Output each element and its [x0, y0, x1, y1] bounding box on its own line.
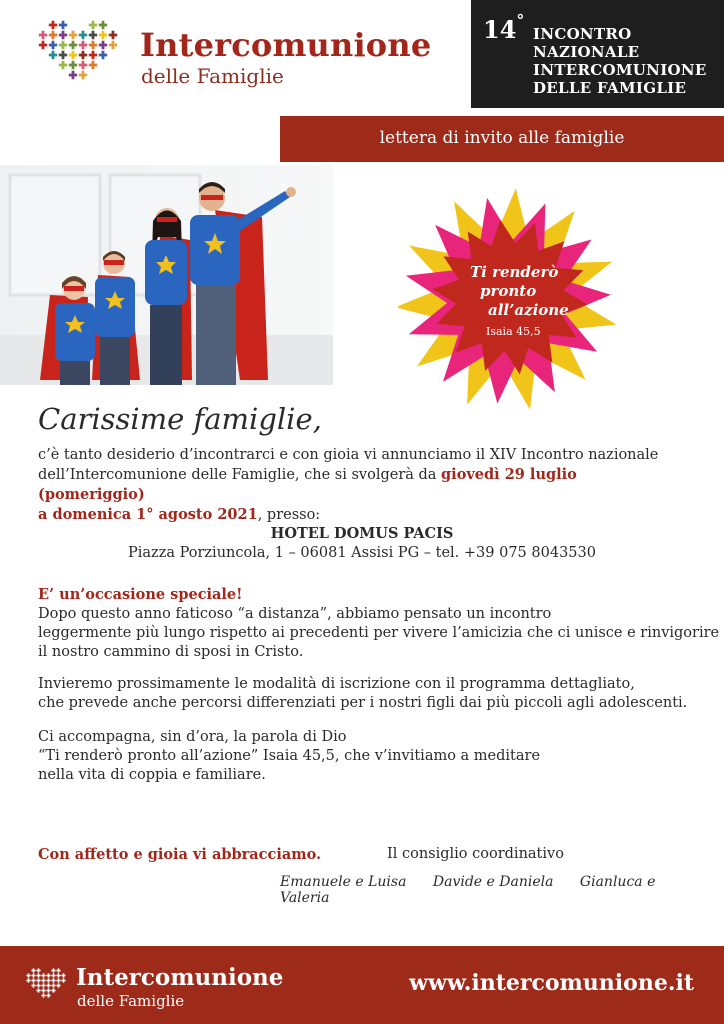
logo-cross — [31, 983, 35, 987]
paragraph-line: “Ti renderò pronto all’azione” Isaia 45,5, che v’invitiamo a meditare — [38, 748, 541, 764]
event-line: DELLE FAMIGLIE — [533, 79, 687, 97]
footer-brand-subtitle: delle Famiglie — [77, 992, 185, 1010]
logo-cross — [59, 21, 67, 29]
brand-title: Intercomunione — [140, 26, 432, 64]
invitation-band — [280, 116, 724, 162]
logo-cross — [51, 983, 55, 987]
logo-cross — [36, 988, 40, 992]
logo-cross — [69, 31, 77, 39]
special-paragraph — [38, 605, 720, 662]
intro-line: a domenica 1° agosto 2021, presso: — [38, 506, 321, 523]
logo-cross — [69, 61, 77, 69]
brand-subtitle: delle Famiglie — [141, 64, 284, 88]
footer-brand-title: Intercomunione — [76, 964, 284, 991]
paragraph-line: che prevede anche percorsi differenziati per i nostri figli dai più piccoli agli adolescenti. — [38, 695, 688, 711]
intercomunione-logo-icon — [38, 20, 118, 90]
event-line: INTERCOMUNIONE — [533, 61, 707, 79]
word-of-god-paragraph — [38, 728, 678, 785]
logo-cross — [41, 978, 45, 982]
logo-cross — [36, 973, 40, 977]
event-title-box — [471, 0, 724, 108]
logo-cross — [59, 31, 67, 39]
logo-cross — [46, 988, 50, 992]
logo-cross — [41, 988, 45, 992]
quote-burst — [398, 185, 616, 415]
logo-cross — [69, 71, 77, 79]
logo-cross — [61, 978, 65, 982]
star-quote-line: Ti renderò — [470, 263, 559, 281]
event-title-lines — [533, 25, 707, 97]
logo-cross — [49, 51, 57, 59]
logo-cross — [56, 983, 60, 987]
intro-line: dell’Intercomunione delle Famiglie, che si svolgerà da giovedì 29 luglio (pomeriggio) — [38, 466, 577, 503]
logo-cross — [36, 983, 40, 987]
signature-council: Il consiglio coordinativo — [387, 846, 564, 862]
event-end-date: a domenica 1° agosto 2021 — [38, 506, 258, 523]
logo-cross — [41, 973, 45, 977]
paragraph-line: Invieremo prossimamente le modalità di iscrizione con il programma dettagliato, — [38, 676, 635, 692]
logo-cross — [36, 978, 40, 982]
hotel-address: Piazza Porziuncola, 1 – 06081 Assisi PG – tel. +39 075 8043530 — [128, 545, 596, 561]
footer — [0, 946, 724, 1024]
logo-cross — [99, 31, 107, 39]
paragraph-line: nella vita di coppia e familiare. — [38, 767, 266, 783]
logo-cross — [59, 61, 67, 69]
logo-cross — [79, 71, 87, 79]
event-line: INCONTRO — [533, 25, 632, 43]
logo-cross — [99, 21, 107, 29]
intro-line: c’è tanto desiderio d’incontrarci e con gioia vi annunciamo il XIV Incontro nazionale — [38, 447, 659, 463]
logo-cross — [61, 973, 65, 977]
event-line: NAZIONALE — [533, 43, 640, 61]
logo-cross — [109, 31, 117, 39]
invitation-band-label: lettera di invito alle famiglie — [379, 128, 625, 148]
special-heading: E’ un’occasione speciale! — [38, 586, 243, 603]
logo-cross — [109, 41, 117, 49]
paragraph-line: Ci accompagna, sin d’ora, la parola di Dio — [38, 729, 347, 745]
logo-cross — [51, 978, 55, 982]
logo-cross — [26, 973, 30, 977]
logo-cross — [51, 988, 55, 992]
star-quote-line: pronto — [480, 282, 537, 300]
couple-name: Davide e Daniela — [432, 874, 554, 890]
event-start-date: giovedì 29 luglio (pomeriggio) — [38, 466, 577, 503]
logo-cross — [79, 31, 87, 39]
couple-name: Gianluca e Valeria — [280, 874, 656, 906]
logo-cross — [46, 993, 50, 997]
star-citation: Isaia 45,5 — [486, 325, 541, 338]
paragraph-line: leggermente più lungo rispetto ai precedenti per vivere l’amicizia che ci unisce e rinvigorire — [38, 625, 720, 641]
star-quote — [470, 263, 569, 320]
footer-logo-icon — [26, 968, 66, 1006]
logo-cross — [89, 41, 97, 49]
logo-cross — [69, 41, 77, 49]
logo-cross — [89, 31, 97, 39]
website-link[interactable]: www.intercomunione.it — [409, 970, 694, 996]
logo-cross — [99, 41, 107, 49]
logo-cross — [46, 973, 50, 977]
paragraph-line: il nostro cammino di sposi in Cristo. — [38, 644, 304, 660]
logo-cross — [46, 978, 50, 982]
signature-couples — [280, 874, 724, 906]
paragraph-line: Dopo questo anno faticoso “a distanza”, abbiamo pensato un incontro — [38, 606, 552, 622]
logo-cross — [59, 51, 67, 59]
logo-cross — [41, 983, 45, 987]
logo-cross — [69, 51, 77, 59]
star-quote-line: all’azione — [488, 301, 569, 319]
logo-cross — [51, 968, 55, 972]
logo-cross — [49, 41, 57, 49]
logo-cross — [56, 968, 60, 972]
logo-cross — [31, 978, 35, 982]
logo-cross — [49, 31, 57, 39]
couple-name: Emanuele e Luisa — [280, 874, 407, 890]
logo-cross — [31, 968, 35, 972]
logo-cross — [89, 21, 97, 29]
logo-cross — [89, 51, 97, 59]
logo-cross — [41, 993, 45, 997]
hotel-name: HOTEL DOMUS PACIS — [270, 525, 454, 542]
logo-cross — [39, 31, 47, 39]
edition-number: 14° — [483, 11, 525, 44]
superhero-family-photo — [0, 165, 333, 385]
logo-cross — [56, 978, 60, 982]
logo-cross — [79, 51, 87, 59]
logo-cross — [99, 51, 107, 59]
venue — [0, 525, 724, 561]
logo-cross — [49, 21, 57, 29]
closing-line: Con affetto e gioia vi abbracciamo. — [38, 846, 322, 863]
logo-cross — [56, 973, 60, 977]
logo-cross — [26, 978, 30, 982]
logo-cross — [89, 61, 97, 69]
logo-cross — [39, 41, 47, 49]
logo-cross — [46, 983, 50, 987]
registration-paragraph — [38, 675, 688, 713]
logo-cross — [51, 973, 55, 977]
greeting: Carissime famiglie, — [38, 402, 322, 436]
logo-cross — [79, 41, 87, 49]
logo-cross — [31, 973, 35, 977]
logo-cross — [36, 968, 40, 972]
intro-paragraph — [38, 446, 678, 525]
logo-cross — [59, 41, 67, 49]
logo-cross — [79, 61, 87, 69]
